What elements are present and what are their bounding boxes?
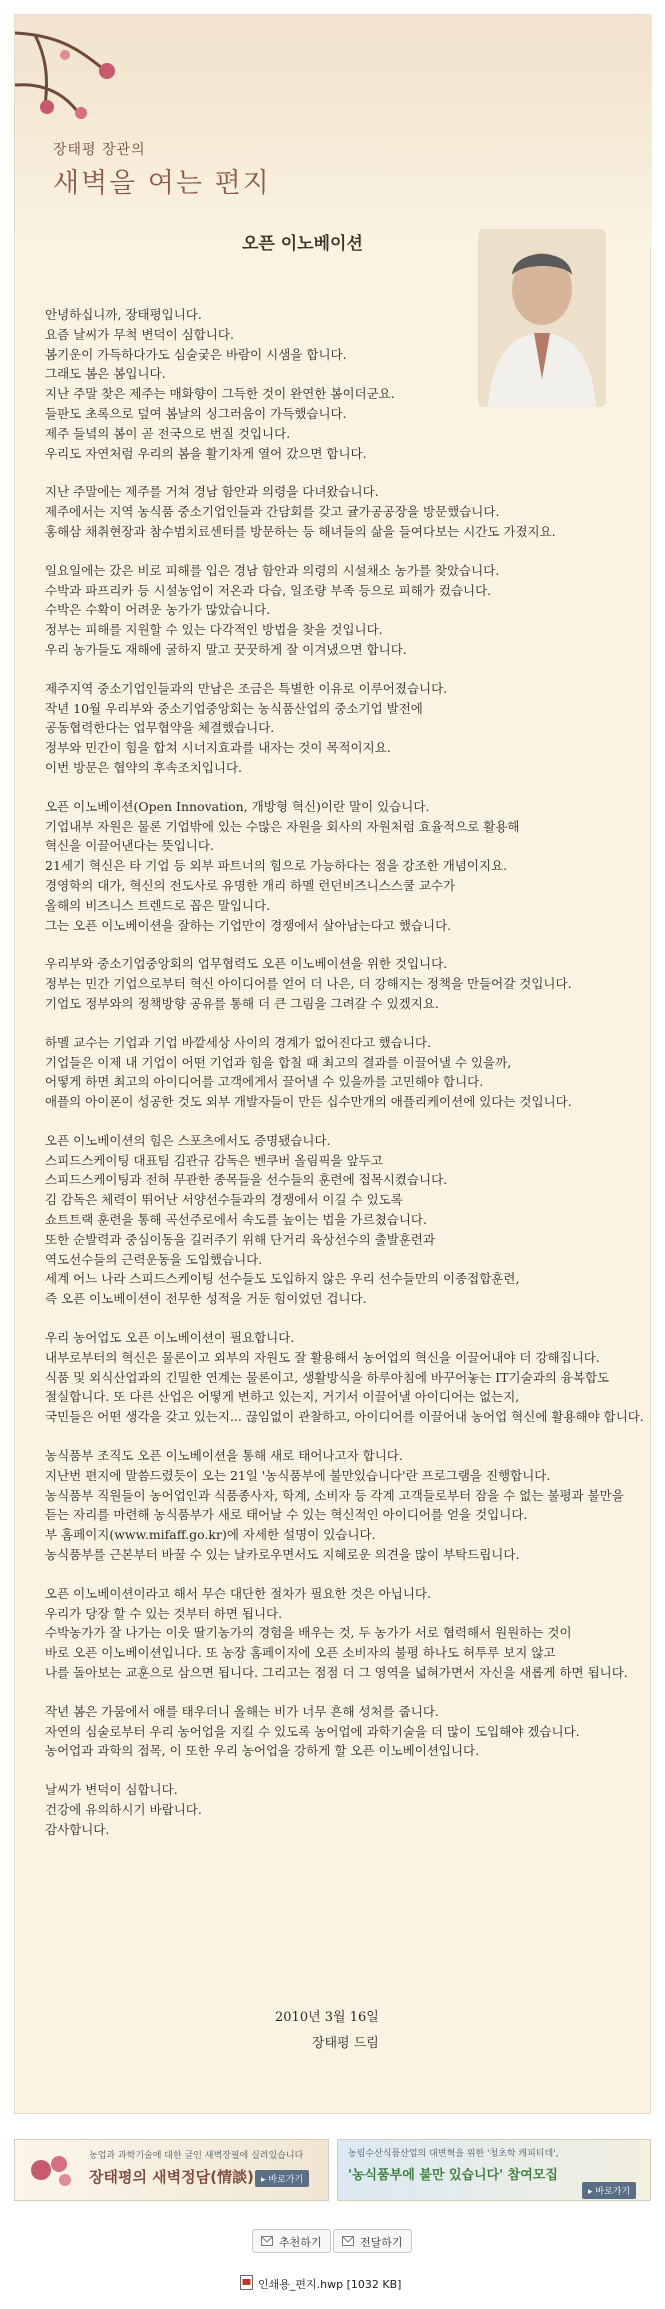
letter-signature: 장태평 드림 [311, 2036, 379, 2051]
letter-paragraph [45, 482, 645, 541]
forward-label: 전달하기 [360, 2236, 403, 2249]
letter-line: 정부와 민간이 힘을 합쳐 시너지효과를 내자는 것이 목적이지요. [45, 740, 391, 756]
letter-line: 정부는 피해를 지원할 수 있는 다각적인 방법을 찾을 것입니다. [45, 622, 383, 638]
recommend-button[interactable] [252, 2229, 331, 2253]
letter-line: 기업내부 자원은 물론 기업밖에 있는 수많은 자원을 회사의 자원처럼 효율적으로 활용해 [45, 818, 520, 834]
letter-line: 우리도 자연처럼 우리의 봄을 활기차게 열어 갔으면 합니다. [45, 445, 367, 461]
letter-line: 역도선수들의 근력운동을 도입했습니다. [45, 1251, 263, 1267]
series-main-title: 새벽을 여는 편지 [53, 168, 271, 199]
letter-line: 우리 농가들도 재해에 굴하지 말고 꿋꿋하게 잘 이겨냈으면 합니다. [45, 641, 407, 657]
letter-paragraph [45, 1584, 645, 1683]
letter-line: 쇼트트랙 훈련을 통해 곡선주로에서 속도를 높이는 법을 가르쳤습니다. [45, 1212, 427, 1228]
letter-line: 날씨가 변덕이 심합니다. [45, 1782, 178, 1798]
letter-line: 듣는 자리를 마련해 농식품부가 새로 태어날 수 있는 혁신적인 아이디어를 얻을 것입니다. [45, 1507, 528, 1523]
letter-line: 나를 돌아보는 교훈으로 삼으면 됩니다. 그리고는 점점 더 그 영역을 넓혀가면서 자신을 새롭게 하면 됩니다. [45, 1665, 628, 1681]
letter-line: 그는 오픈 이노베이션을 잘하는 기업만이 경쟁에서 살아남는다고 했습니다. [45, 917, 452, 933]
letter-paragraph [45, 954, 645, 1013]
letter-line: 공동협력한다는 업무협약을 체결했습니다. [45, 720, 275, 736]
letter-line: 바로 오픈 이노베이션입니다. 또 농장 홈페이지에 오픈 소비자의 불평 하나도 허투루 보지 않고 [45, 1645, 556, 1661]
letter-line: 자연의 심술로부터 우리 농어업을 지킬 수 있도록 농어업에 과학기술을 더 많이 도입해야 겠습니다. [45, 1723, 580, 1739]
letter-paragraph [45, 1033, 645, 1112]
letter-paragraph [45, 561, 645, 660]
letter-line: 스피드스케이팅 대표팀 김관규 감독은 벤쿠버 올림픽을 앞두고 [45, 1152, 383, 1168]
letter-line: 수박과 파프리카 등 시설농업이 저온과 다습, 일조량 부족 등으로 피해가 컸습니다. [45, 582, 492, 598]
letter-line: 스피드스케이팅과 전혀 무관한 종목들을 선수들의 훈련에 접목시켰습니다. [45, 1172, 448, 1188]
letter-line: 수박농가가 잘 나가는 이웃 딸기농가의 경험을 배우는 것, 두 농가가 서로 협력해서 원원하는 것이 [45, 1625, 572, 1641]
letter-line: 농식품부 직원들이 농어업인과 식품종사자, 학계, 소비자 등 각계 고객들로부터 잠을 수 없는 불평과 불만을 [45, 1487, 624, 1503]
letter-line: 오픈 이노베이션이라고 해서 무슨 대단한 절차가 필요한 것은 아닙니다. [45, 1585, 431, 1601]
letter-line: 경영학의 대가, 혁신의 전도사로 유명한 개리 하멜 런던비즈니스스쿨 교수가 [45, 877, 456, 893]
letter-line: 김 감독은 체력이 뛰어난 서양선수들과의 경쟁에서 이길 수 있도록 [45, 1192, 403, 1208]
letter-line: 식품 및 외식산업과의 긴밀한 연계는 물론이고, 생활방식을 하루아침에 바꾸어놓는 IT기술과의 융복합도 [45, 1369, 610, 1385]
letter-body [45, 305, 645, 1859]
letter-line: 올해의 비즈니스 트렌드로 꼽은 말입니다. [45, 897, 271, 913]
recommend-label: 추천하기 [279, 2236, 322, 2249]
letter-line: 수박은 수확이 어려운 농가가 많았습니다. [45, 602, 271, 618]
forward-button[interactable] [333, 2229, 412, 2253]
letter-line: 제주 들녘의 봄이 곧 전국으로 번질 것입니다. [45, 425, 291, 441]
letter-line: 농어업과 과학의 접목, 이 또한 우리 농어업을 강하게 할 오픈 이노베이션입니다. [45, 1743, 480, 1759]
letter-line: 부 홈페이지(www.mifaff.go.kr)에 자세한 설명이 있습니다. [45, 1527, 376, 1543]
letter-line: 혁신을 이끌어낸다는 뜻입니다. [45, 838, 214, 854]
letter-line: 제주지역 중소기업인들과의 만남은 조금은 특별한 이유로 이루어졌습니다. [45, 680, 448, 696]
letter-line: 봄기운이 가득하다가도 심술궂은 바람이 시샘을 합니다. [45, 346, 347, 362]
letter-line: 농식품부를 근본부터 바꿀 수 있는 날카로우면서도 지혜로운 의견을 많이 부탁드립니다. [45, 1547, 520, 1563]
letter-line: 기업도 정부와의 정책방향 공유를 통해 더 큰 그림을 그려갈 수 있겠지요. [45, 995, 439, 1011]
banner-dawn-talk[interactable] [14, 2139, 329, 2201]
letter-line: 들판도 초록으로 덮여 봄날의 싱그러움이 가득했습니다. [45, 405, 347, 421]
letter-line: 오픈 이노베이션(Open Innovation, 개방형 혁신)이란 말이 있습니다. [45, 798, 430, 814]
banner-left-caption: 농업과 과학기술에 대한 글인 새벽장필에 실려있습니다 [89, 2151, 304, 2161]
letter-line: 우리부와 중소기업중앙회의 업무협력도 오픈 이노베이션을 위한 것입니다. [45, 956, 448, 972]
letter-paragraph [45, 1131, 645, 1309]
letter-line: 어떻게 하면 최고의 아이디어를 고객에게서 끌어낼 수 있을까를 고민해야 합니다. [45, 1074, 484, 1090]
letter-line: 애플의 아이폰이 성공한 것도 외부 개발자들이 만든 십수만개의 애플리케이션에 있다는 것입니다. [45, 1094, 572, 1110]
letter-line: 기업들은 이제 내 기업이 어떤 기업과 힘을 합칠 때 최고의 결과를 이끌어낼 수 있을까, [45, 1054, 512, 1070]
letter-line: 지난번 편지에 말씀드렸듯이 오는 21일 '농식품부에 불만있습니다'란 프로그램을 진행합니다. [45, 1467, 551, 1483]
letter-container [14, 14, 651, 2114]
banner-left-more-button[interactable]: ▸ 바로가기 [255, 2170, 309, 2187]
letter-line: 하멜 교수는 기업과 기업 바깥세상 사이의 경계가 없어진다고 했습니다. [45, 1034, 431, 1050]
flower-icon [21, 2148, 81, 2194]
banner-left-title: 장태평의 새벽정담(情談) [89, 2168, 254, 2186]
letter-line: 이번 방문은 협약의 후속조치입니다. [45, 759, 243, 775]
letter-paragraph [45, 679, 645, 778]
letter-line: 오픈 이노베이션의 힘은 스포츠에서도 증명됐습니다. [45, 1132, 331, 1148]
letter-date: 2010년 3월 16일 [275, 2010, 379, 2025]
letter-line: 21세기 혁신은 타 기업 등 외부 파트너의 힘으로 가능하다는 점을 강조한 개념이지요. [45, 858, 508, 874]
banner-right-caption: 농림수산식품산업의 대변혁을 위한 '청초학 캐피티데', [348, 2149, 559, 2159]
letter-line: 세계 어느 나라 스피드스케이팅 선수들도 도입하지 않은 우리 선수들만의 이종접합훈련, [45, 1271, 520, 1287]
letter-line: 국민들은 어떤 생각을 갖고 있는지... 끊임없이 관찰하고, 아이디어를 이끌어내 농어업 혁신에 활용해야 합니다. [45, 1409, 644, 1425]
letter-line: 즉 오픈 이노베이션이 전무한 성적을 거둔 힘이었던 겁니다. [45, 1291, 367, 1307]
letter-line: 제주에서는 지역 농식품 중소기업인들과 간담회를 갖고 귤가공공장을 방문했습니다. [45, 504, 500, 520]
letter-line: 작년 봄은 가뭄에서 애를 태우더니 올해는 비가 너무 흔해 성처를 줍니다. [45, 1703, 439, 1719]
mail-icon [261, 2236, 273, 2246]
letter-line: 안녕하십니까, 장태평입니다. [45, 307, 202, 322]
letter-paragraph [45, 1328, 645, 1427]
letter-line: 감사합니다. [45, 1821, 110, 1837]
letter-paragraph [45, 1702, 645, 1761]
letter-paragraph [45, 1780, 645, 1839]
letter-paragraph [45, 797, 645, 936]
letter-line: 또한 순발력과 중심이동을 길러주기 위해 단거리 육상선수의 출발훈련과 [45, 1231, 436, 1247]
letter-line: 내부로부터의 혁신은 물론이고 외부의 자원도 잘 활용해서 농어업의 혁신을 이끌어내야 더 강해집니다. [45, 1349, 600, 1365]
letter-line: 농식품부 조직도 오픈 이노베이션을 통해 새로 태어나고자 합니다. [45, 1448, 403, 1464]
letter-line: 일요일에는 갔은 비로 피해를 입은 경남 함안과 의령의 시설채소 농가를 찾았습니다. [45, 562, 500, 578]
letter-line: 요즘 날씨가 무척 변덕이 심합니다. [45, 326, 234, 342]
letter-line: 지난 주말에는 제주를 거쳐 경남 함안과 의령을 다녀왔습니다. [45, 484, 379, 500]
letter-line: 건강에 유의하시기 바랍니다. [45, 1802, 202, 1817]
header-art [15, 15, 652, 245]
letter-line: 그래도 봄은 봄입니다. [45, 366, 166, 382]
series-title [53, 139, 271, 200]
series-subtitle: 장태평 장관의 [53, 142, 146, 158]
letter-paragraph [45, 1446, 645, 1565]
letter-line: 우리 농어업도 오픈 이노베이션이 필요합니다. [45, 1330, 295, 1346]
banner-complaints[interactable] [337, 2139, 651, 2201]
letter-line: 정부는 민간 기업으로부터 혁신 아이디어를 얻어 더 나은, 더 강해지는 정책을 만들어갈 것입니다. [45, 976, 572, 992]
letter-title: 오픈 이노베이션 [242, 234, 363, 254]
date-signature [275, 2005, 379, 2057]
attachment-filename: 인쇄용_편지.hwp [1032 KB] [258, 2278, 402, 2291]
banner-right-more-button[interactable]: ▸ 바로가기 [582, 2182, 636, 2199]
letter-line: 지난 주말 찾은 제주는 매화향이 그득한 것이 완연한 봄이더군요. [45, 386, 395, 402]
plum-blossom-branch-icon [15, 15, 135, 245]
banner-right-title: '농식품부에 불만 있습니다' 참여모집 [348, 2168, 558, 2183]
letter-line: 우리가 당장 할 수 있는 것부터 하면 됩니다. [45, 1605, 283, 1621]
letter-line: 절실합니다. 또 다른 산업은 어떻게 변하고 있는지, 거기서 이끌어낼 아이디어는 없는지, [45, 1389, 520, 1405]
letter-paragraph [45, 305, 645, 463]
letter-line: 홍해삼 채취현장과 참수범치료센터를 방문하는 등 해녀들의 삶을 들여다보는 시간도 가졌지요. [45, 523, 556, 539]
letter-line: 작년 10월 우리부와 중소기업중앙회는 농식품산업의 중소기업 발전에 [45, 700, 423, 716]
hwp-file-icon [240, 2275, 253, 2290]
mail-icon [342, 2236, 354, 2246]
